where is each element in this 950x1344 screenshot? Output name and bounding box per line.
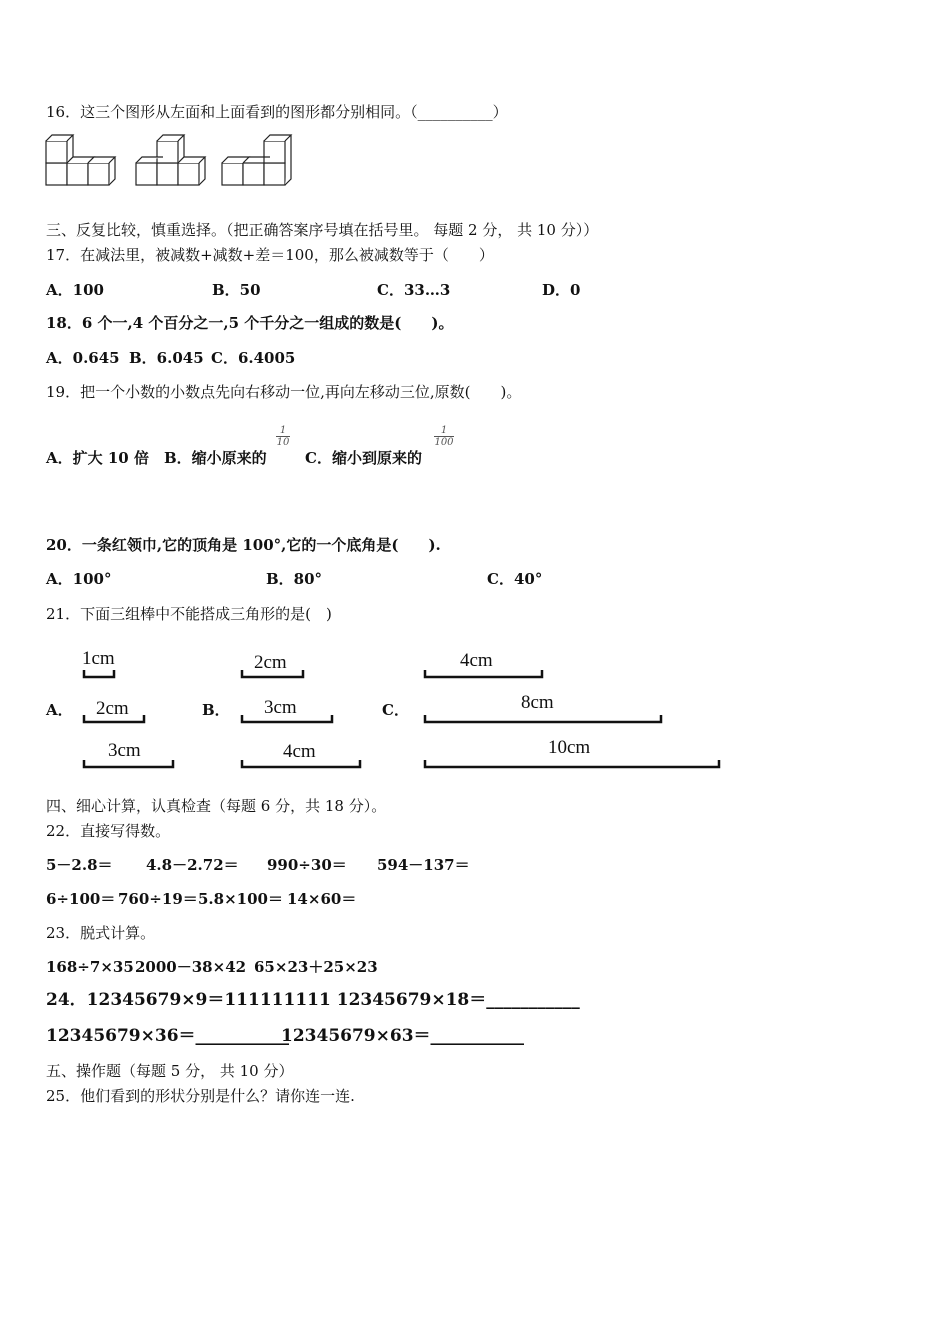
q22-item-6: 760÷19＝ xyxy=(118,890,198,908)
stick-c1-label: 4cm xyxy=(460,650,493,671)
q22-item-3: 990÷30＝ xyxy=(267,856,347,874)
stick-a2-label: 2cm xyxy=(96,698,129,719)
q20-option-c: C．40° xyxy=(487,570,543,588)
section-5-title: 五、操作题（每题 5 分， 共 10 分） xyxy=(46,1062,294,1080)
q22-item-4: 594－137＝ xyxy=(377,856,470,874)
q22-item-5: 6÷100＝ xyxy=(46,890,116,908)
q19-option-c: C．缩小到原来的 xyxy=(305,449,422,467)
question-24-line-2b: 12345679×63＝___________ xyxy=(281,1026,525,1046)
stick-b1-label: 2cm xyxy=(254,652,287,673)
question-23: 23．脱式计算。 xyxy=(46,924,156,942)
question-21: 21．下面三组棒中不能搭成三角形的是( ) xyxy=(46,605,332,623)
cube-figures xyxy=(44,133,304,189)
stick-a1 xyxy=(84,670,114,677)
question-18: 18．6 个一,4 个百分之一,5 个千分之一组成的数是( )。 xyxy=(46,314,454,332)
q22-item-7: 5.8×100＝ xyxy=(198,890,283,908)
q19-fraction-c: $\frac{1}{100}$ xyxy=(434,425,454,448)
stick-c3 xyxy=(425,760,719,767)
stick-b3-label: 4cm xyxy=(283,741,316,762)
q17-option-d: D．0 xyxy=(542,281,581,299)
stick-a1-label: 1cm xyxy=(82,648,115,669)
question-20: 20．一条红领巾,它的顶角是 100°,它的一个底角是( ). xyxy=(46,536,441,554)
stick-a3-label: 3cm xyxy=(108,740,141,761)
q20-option-b: B．80° xyxy=(266,570,323,588)
q23-item-3: 65×23＋25×23 xyxy=(254,958,378,976)
cube-figure-2 xyxy=(136,135,205,185)
stick-a3 xyxy=(84,760,173,767)
q18-option-b: B．6.045 xyxy=(129,349,204,367)
q22-item-8: 14×60＝ xyxy=(287,890,357,908)
stick-c2 xyxy=(425,715,661,722)
q18-option-c: C．6.4005 xyxy=(211,349,296,367)
question-22: 22．直接写得数。 xyxy=(46,822,171,840)
q17-option-a: A．100 xyxy=(46,281,104,299)
stick-c2-label: 8cm xyxy=(521,692,554,713)
question-25: 25．他们看到的形状分别是什么？请你连一连. xyxy=(46,1087,355,1105)
q18-option-a: A．0.645 xyxy=(46,349,120,367)
q19-option-a: A．扩大 10 倍 xyxy=(46,449,149,467)
stick-b2-label: 3cm xyxy=(264,697,297,718)
section-4-title: 四、细心计算，认真检查（每题 6 分，共 18 分）。 xyxy=(46,797,387,815)
q17-option-b: B．50 xyxy=(212,281,261,299)
question-16: 16．这三个图形从左面和上面看到的图形都分别相同。（__________） xyxy=(46,103,508,121)
section-3-title: 三、反复比较，慎重选择。（把正确答案序号填在括号里。 每题 2 分， 共 10 分）） xyxy=(46,221,599,239)
stick-c1 xyxy=(425,670,542,677)
q21-option-b: B． xyxy=(202,701,230,719)
stick-diagram xyxy=(0,640,760,780)
cube-figure-1 xyxy=(46,135,115,185)
q21-option-a: A． xyxy=(46,701,73,719)
question-17: 17．在减法里，被减数+减数+差＝100，那么被减数等于（ ） xyxy=(46,246,494,264)
q21-option-c: C． xyxy=(382,701,409,719)
cube-figure-3 xyxy=(222,135,291,185)
q23-item-2: 2000－38×42 xyxy=(135,958,247,976)
q19-option-b: B．缩小原来的 xyxy=(164,449,267,467)
question-19: 19．把一个小数的小数点先向右移动一位,再向左移动三位,原数( )。 xyxy=(46,383,522,401)
stick-c3-label: 10cm xyxy=(548,737,591,758)
q22-item-2: 4.8－2.72＝ xyxy=(146,856,239,874)
question-24-line-1: 24．12345679×9＝111111111 12345679×18＝___________ xyxy=(46,990,580,1010)
q17-option-c: C．33…3 xyxy=(377,281,451,299)
question-24-line-2a: 12345679×36＝___________ xyxy=(46,1026,290,1046)
q22-item-1: 5－2.8＝ xyxy=(46,856,113,874)
q20-option-a: A．100° xyxy=(46,570,112,588)
q23-item-1: 168÷7×35 xyxy=(46,958,134,976)
q19-fraction-b: $\frac{1}{10}$ xyxy=(276,425,290,448)
